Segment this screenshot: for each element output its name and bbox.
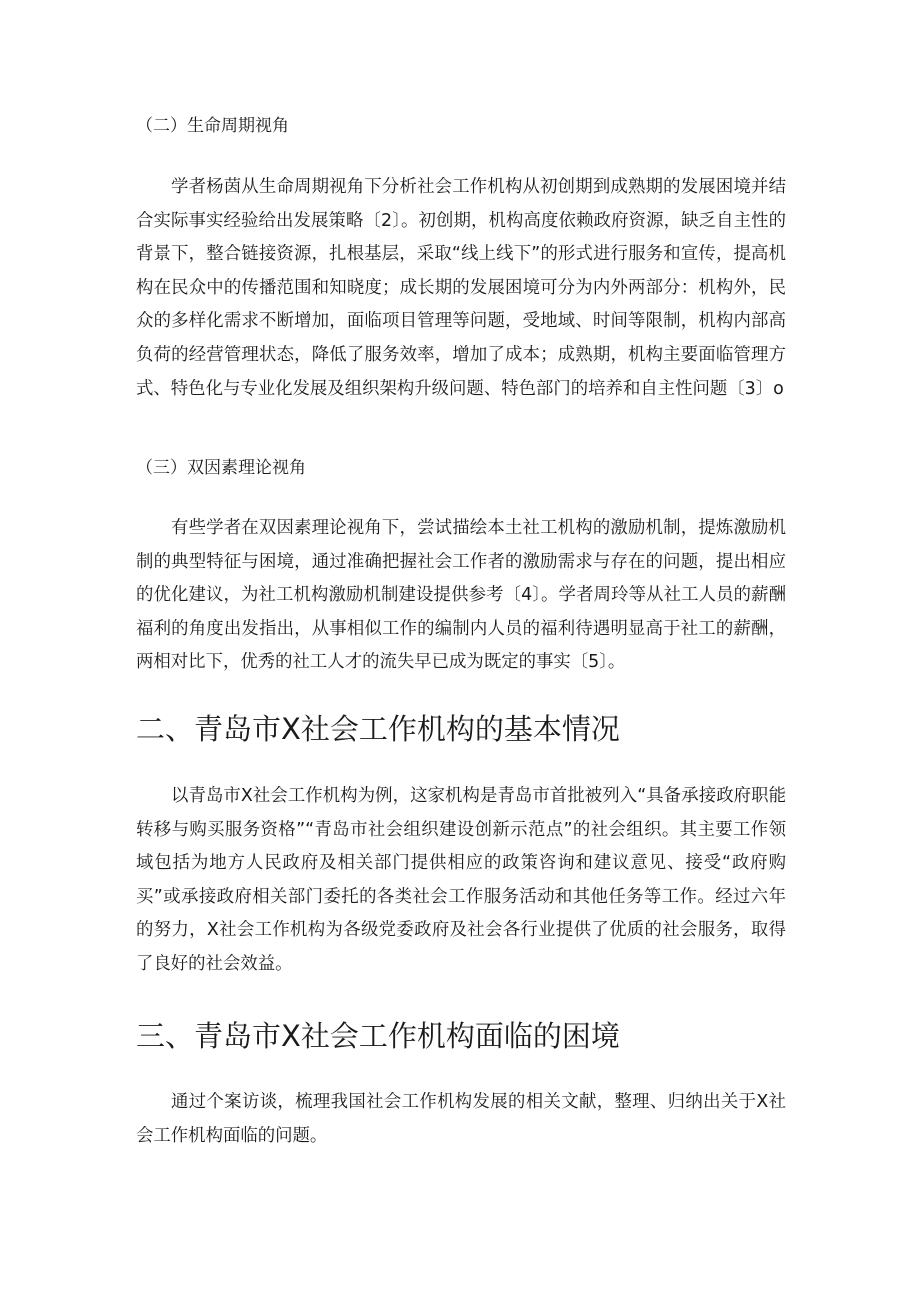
paragraph-two-factor: 有些学者在双因素理论视角下，尝试描绘本土社工机构的激励机制，提炼激励机制的典型特征与困境，通过准确把握社会工作者的激励需求与存在的问题，提出相应的优化建议，为社工机构激励机制建设提供参考〔4〕。学者周玲等从社工人员的薪酬福利的角度出发指出，从事相似工作的编制内人员的福利待遇明显高于社工的薪酬，两相对比下，优秀的社工人才的流失早已成为既定的事实〔5〕。: [136, 518, 786, 673]
paragraph-lifecycle: 学者杨茵从生命周期视角下分析社会工作机构从初创期到成熟期的发展困境并结合实际事实经验给出发展策略〔2〕。初创期，机构高度依赖政府资源，缺乏自主性的背景下，整合链接资源，扎根基层，采取“线上线下”的形式进行服务和宣传，提高机构在民众中的传播范围和知晓度；成长期的发展困境可分为内外两部分：机构外，民众的多样化需求不断增加，面临项目管理等问题，受地域、时间等限制，机构内部高负荷的经营管理状态，降低了服务效率，增加了成本；成熟期，机构主要面临管理方式、特色化与专业化发展及组织架构升级问题、特色部门的培养和自主性问题〔3〕o: [136, 177, 786, 399]
heading-section-three: 三、青岛市X社会工作机构面临的困境: [136, 1019, 620, 1053]
heading-section-two: 二、青岛市X社会工作机构的基本情况: [136, 712, 620, 746]
paragraph-basic-info: 以青岛市X社会工作机构为例，这家机构是青岛市首批被列入“具备承接政府职能转移与购买服务资格”“青岛市社会组织建设创新示范点”的社会组织。其主要工作领域包括为地方人民政府及相关部门提供相应的政策咨询和建议意见、接受“政府购买”或承接政府相关部门委托的各类社会工作服务活动和其他任务等工作。经过六年的努力，X社会工作机构为各级党委政府及社会各行业提供了优质的社会服务，取得了良好的社会效益。: [136, 786, 786, 974]
subheading-lifecycle: （二）生命周期视角: [136, 116, 289, 136]
subheading-two-factor: （三）双因素理论视角: [136, 458, 306, 478]
paragraph-difficulties: 通过个案访谈，梳理我国社会工作机构发展的相关文献，整理、归纳出关于X社会工作机构面临的问题。: [136, 1092, 786, 1146]
